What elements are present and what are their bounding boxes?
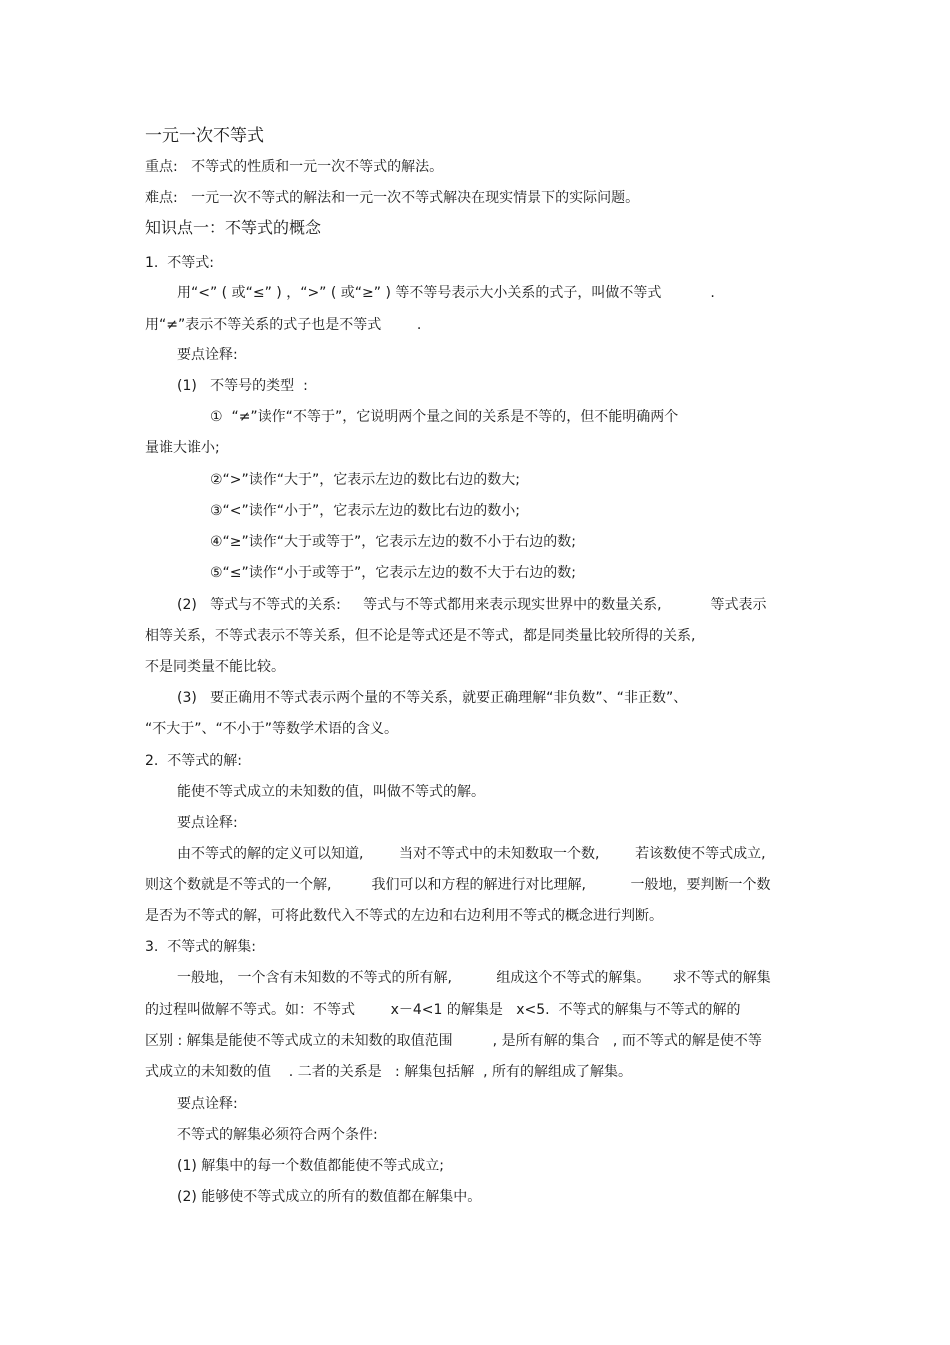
s3-p-line2: 的过程叫做解不等式。如：不等式 x－4<1 的解集是 x<5. 不等式的解集与不等式的解的: [145, 1002, 741, 1018]
s3-cond-intro: 不等式的解集必须符合两个条件:: [177, 1127, 378, 1143]
s1-rel-line1: (2) 等式与不等式的关系: 等式与不等式都用来表示现实世界中的数量关系, 等式表示: [177, 597, 767, 613]
section1-title: 知识点一：不等式的概念: [145, 218, 322, 237]
s1-item3: ③“<”读作“小于”，它表示左边的数比右边的数小;: [210, 503, 521, 519]
key-point: 重点: 不等式的性质和一元一次不等式的解法。: [145, 159, 444, 175]
s2-p-line3: 是否为不等式的解，可将此数代入不等式的左边和右边利用不等式的概念进行判断。: [145, 908, 663, 924]
s1-p1-line2: 用“≠”表示不等关系的式子也是不等式 .: [145, 317, 422, 333]
s1-rel-line3: 不是同类量不能比较。: [145, 659, 285, 675]
s1-item1-line1: ① “≠”读作“不等于”，它说明两个量之间的关系是不等的，但不能明确两个: [210, 409, 679, 425]
s1-p1-line1: 用“<” ( 或“≤” ) ，“>” ( 或“≥” ) 等不等号表示大小关系的式子，叫做不等式 .: [177, 285, 715, 301]
s2-p-line1: 由不等式的解的定义可以知道, 当对不等式中的未知数取一个数, 若该数使不等式成立,: [177, 846, 766, 862]
s3-cond1: (1) 解集中的每一个数值都能使不等式成立;: [177, 1158, 444, 1174]
s3-p-line1: 一般地， 一个含有未知数的不等式的所有解, 组成这个不等式的解集。 求不等式的解集: [177, 970, 771, 986]
s2-heading: 2. 不等式的解:: [145, 753, 242, 769]
s2-p-line2: 则这个数就是不等式的一个解, 我们可以和方程的解进行对比理解, 一般地，要判断一个数: [145, 877, 771, 893]
s2-note-label: 要点诠释:: [177, 815, 238, 831]
s1-type-heading: (1) 不等号的类型 :: [177, 378, 308, 394]
s3-p-line4: 式成立的未知数的值 . 二者的关系是 : 解集包括解 , 所有的解组成了解集。: [145, 1064, 633, 1080]
s1-rel-line2: 相等关系，不等式表示不等关系，但不论是等式还是不等式，都是同类量比较所得的关系,: [145, 628, 696, 644]
s3-heading: 3. 不等式的解集:: [145, 939, 256, 955]
s1-item5: ⑤“≤”读作“小于或等于”，它表示左边的数不大于右边的数;: [210, 565, 577, 581]
s1-note-label: 要点诠释:: [177, 347, 238, 363]
s1-term-line1: (3) 要正确用不等式表示两个量的不等关系，就要正确理解“非负数”、“非正数”、: [177, 690, 688, 706]
doc-title: 一元一次不等式: [145, 126, 264, 146]
s1-heading: 1. 不等式:: [145, 255, 214, 271]
s1-item2: ②“>”读作“大于”，它表示左边的数比右边的数大;: [210, 472, 521, 488]
s1-item4: ④“≥”读作“大于或等于”，它表示左边的数不小于右边的数;: [210, 534, 577, 550]
difficulty: 难点: 一元一次不等式的解法和一元一次不等式解决在现实情景下的实际问题。: [145, 190, 640, 206]
s2-def: 能使不等式成立的未知数的值，叫做不等式的解。: [177, 784, 485, 800]
s1-item1-line2: 量谁大谁小;: [145, 440, 220, 456]
s3-cond2: (2) 能够使不等式成立的所有的数值都在解集中。: [177, 1189, 482, 1205]
s3-note-label: 要点诠释:: [177, 1096, 238, 1112]
s3-p-line3: 区别 : 解集是能使不等式成立的未知数的取值范围 , 是所有解的集合 , 而不等式的解是使不等: [145, 1033, 762, 1049]
s1-term-line2: “不大于”、“不小于”等数学术语的含义。: [145, 721, 399, 737]
